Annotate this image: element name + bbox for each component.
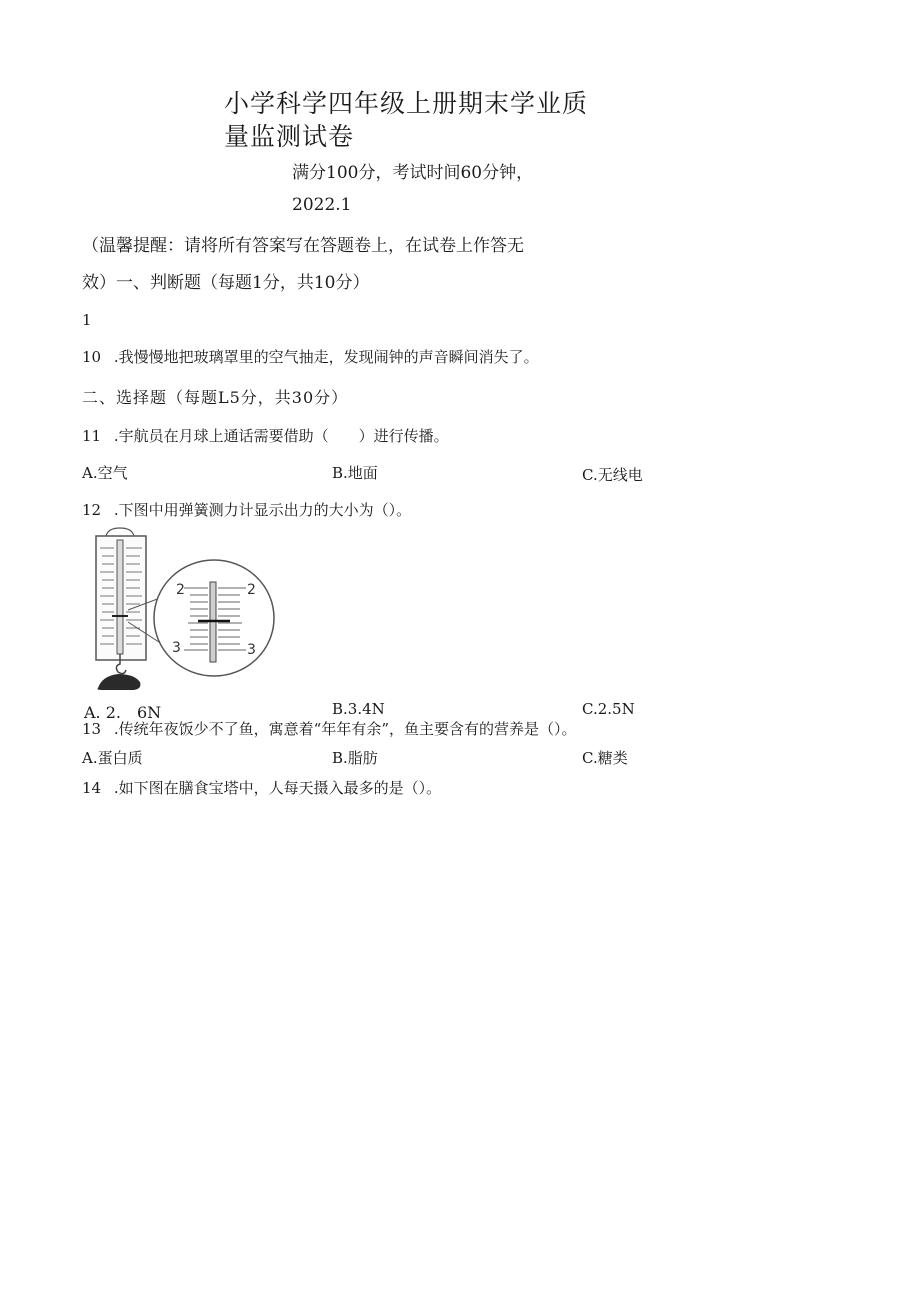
question-12 <box>82 499 411 520</box>
q12-option-b: B.3.4N <box>332 700 385 718</box>
notice-line2: 效）一、判断题（每题1分，共10分） <box>82 273 370 293</box>
notice-line1: （温馨提醒：请将所有答案写在答题卷上，在试卷上作答无 <box>82 236 524 256</box>
question-text: .下图中用弹簧测力计显示出力的大小为（）。 <box>113 501 412 519</box>
zoom-label-2-right: 2 <box>247 582 256 598</box>
question-number: 12 <box>82 501 102 519</box>
page-title-line2: 量监测试卷 <box>224 122 355 151</box>
exam-date: 2022.1 <box>292 195 352 215</box>
q11-option-c: C.无线电 <box>582 466 643 484</box>
weight-object <box>98 674 141 690</box>
q13-option-a: A.蛋白质 <box>82 749 143 767</box>
q12-option-c: C.2.5N <box>582 700 635 718</box>
section-2-heading: 二、选择题（每题L5分，共30分） <box>82 388 349 407</box>
spring-scale-drawing <box>84 526 280 694</box>
exam-score-time: 满分100分，考试时间60分钟， <box>292 163 534 183</box>
question-text: .宇航员在月球上通话需要借助（ ）进行传播。 <box>113 427 449 445</box>
q12-option-a: A. 2. 6N <box>84 703 162 722</box>
question-13 <box>82 718 576 739</box>
question-text: .我慢慢地把玻璃罩里的空气抽走，发现闹钟的声音瞬间消失了。 <box>113 348 539 366</box>
question-number: 10 <box>82 348 102 366</box>
question-text: .传统年夜饭少不了鱼，寓意着“年年有余”，鱼主要含有的营养是（）。 <box>113 720 577 738</box>
question-number: 13 <box>82 720 102 738</box>
page-title-line1: 小学科学四年级上册期末学业质 <box>224 89 589 118</box>
zoom-label-3-left: 3 <box>172 640 181 656</box>
q11-option-b: B.地面 <box>332 464 378 482</box>
scale-rod <box>117 540 123 654</box>
zoom-label-3-right: 3 <box>247 642 256 658</box>
question-10 <box>82 346 539 367</box>
q11-option-a: A.空气 <box>82 464 128 482</box>
zoom-label-2-left: 2 <box>176 582 185 598</box>
question-14 <box>82 777 441 798</box>
q13-option-c: C.糖类 <box>582 749 628 767</box>
question-1-number: 1 <box>82 311 92 329</box>
question-11 <box>82 425 449 446</box>
spring-scale-figure <box>84 526 280 694</box>
q13-option-b: B.脂肪 <box>332 749 378 767</box>
question-number: 14 <box>82 779 102 797</box>
scale-hook-top <box>106 528 134 536</box>
question-number: 11 <box>82 427 102 445</box>
question-text: .如下图在膳食宝塔中，人每天摄入最多的是（）。 <box>113 779 442 797</box>
